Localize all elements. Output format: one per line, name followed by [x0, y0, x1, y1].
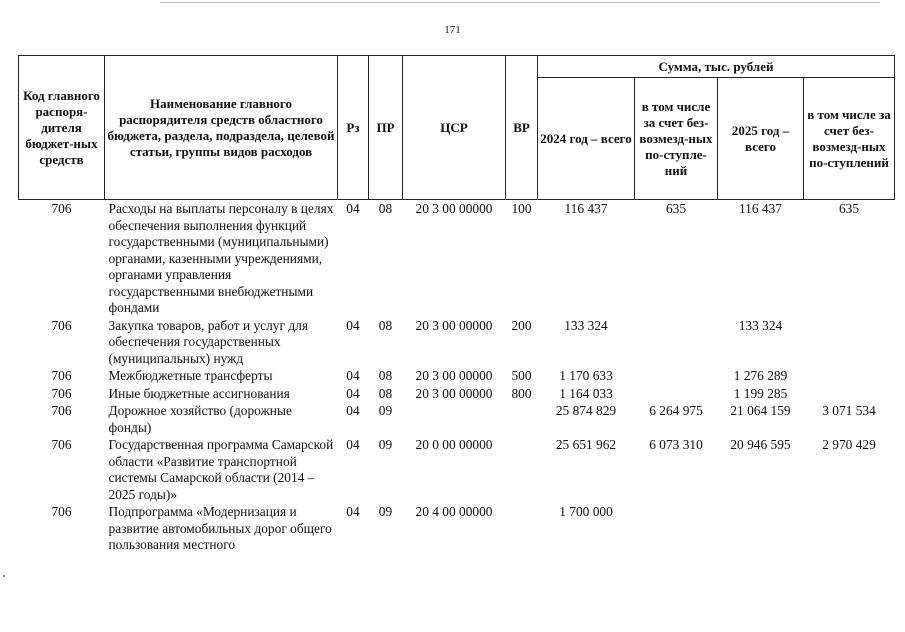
cell-csr: 20 3 00 00000: [415, 201, 493, 216]
cell-pr: 08: [378, 201, 393, 216]
cell-pr: 08: [378, 317, 393, 333]
header-name: Наименование главного распорядителя средств областного бюджета, раздела, подраздела, целевой статьи, группы видов расходов: [105, 56, 338, 200]
cell-name: Иные бюджетные ассигнования: [108, 385, 290, 401]
budget-table: [18, 55, 895, 555]
header-code: Код главного распоря-дителя бюджет-ных средств: [19, 56, 105, 200]
cell-vr: 500: [511, 368, 532, 383]
table-row: [19, 437, 895, 504]
cell-2024-free: [635, 318, 718, 369]
table-row: [19, 368, 895, 386]
cell-vr: 200: [511, 317, 532, 333]
cell-code: 706: [51, 385, 72, 401]
cell-name: Закупка товаров, работ и услуг для обеспечения государственных (муниципальных) нужд: [108, 317, 308, 366]
cell-vr: [506, 437, 538, 504]
cell-rz: 04: [346, 368, 360, 383]
cell-2025-free: [804, 368, 895, 386]
cell-name: Государственная программа Самарской области «Развитие транспортной системы Самарской области (2014 – 2025 годы)»: [108, 437, 334, 502]
page-number: 171: [444, 24, 461, 36]
cell-rz: 04: [346, 201, 360, 216]
cell-2024-total: 1 170 633: [559, 368, 613, 383]
cell-2024-free: 635: [665, 201, 687, 216]
header-csr: ЦСР: [403, 56, 506, 200]
header-sum-group: Сумма, тыс. рублей: [538, 56, 895, 78]
cell-pr: 08: [378, 385, 393, 401]
header-pr: ПР: [369, 56, 403, 200]
cell-code: 706: [51, 437, 72, 452]
scan-artifact-dot: [3, 575, 5, 577]
table-header: [19, 56, 895, 200]
cell-2025-total: 116 437: [738, 201, 783, 216]
cell-2025-free: 2 970 429: [822, 437, 876, 452]
cell-rz: 04: [346, 504, 360, 519]
cell-2025-free: [804, 504, 895, 555]
cell-2025-free: 3 071 534: [822, 403, 876, 418]
cell-2024-total: 1 164 033: [559, 385, 613, 401]
cell-vr: [506, 504, 538, 555]
cell-2024-total: 25 874 829: [555, 403, 617, 418]
cell-2025-total: 1 199 285: [733, 385, 788, 401]
cell-csr: 20 0 00 00000: [415, 437, 493, 452]
cell-pr: 09: [378, 504, 393, 519]
header-rz: Рз: [338, 56, 369, 200]
cell-code: 706: [51, 368, 72, 383]
table-row: [19, 504, 895, 555]
cell-csr: 20 3 00 00000: [415, 385, 493, 401]
table-row: [19, 403, 895, 437]
table-row: [19, 200, 895, 318]
cell-2025-free: [804, 386, 895, 404]
cell-2025-total: 133 324: [738, 317, 783, 333]
header-vr: ВР: [506, 56, 538, 200]
cell-2025-total: [718, 504, 804, 555]
cell-2025-free: 635: [838, 201, 860, 216]
cell-2025-total: 21 064 159: [730, 403, 791, 418]
cell-code: 706: [51, 403, 72, 418]
cell-name: Межбюджетные трансферты: [108, 368, 273, 383]
header-2025-free: в том числе за счет без-возмезд-ных по-ступлений: [804, 78, 895, 200]
cell-code: 706: [51, 317, 72, 333]
cell-2024-total: 133 324: [564, 317, 608, 333]
budget-table-wrapper: [18, 55, 894, 555]
cell-rz: 04: [346, 317, 360, 333]
cell-name: Подпрограмма «Модернизация и развитие автомобильных дорог общего пользования местного: [108, 504, 332, 552]
cell-name: Расходы на выплаты персоналу в целях обеспечения выполнения функций государственными (муниципальными) органами, казенными учреждениями, органами управления государственными внебюджетными фондами: [108, 201, 334, 315]
cell-2024-free: [635, 368, 718, 386]
cell-rz: 04: [346, 437, 360, 452]
table-row: [19, 318, 895, 369]
header-2025-total: 2025 год – всего: [718, 78, 804, 200]
cell-csr: 20 3 00 00000: [415, 368, 493, 383]
cell-csr: 20 4 00 00000: [415, 504, 493, 519]
cell-pr: 08: [378, 368, 393, 383]
cell-name: Дорожное хозяйство (дорожные фонды): [108, 403, 292, 435]
cell-csr: [403, 403, 506, 437]
table-body: [19, 200, 895, 555]
cell-csr: 20 3 00 00000: [415, 317, 493, 333]
cell-2024-total: 116 437: [564, 201, 608, 216]
header-2024-free: в том числе за счет без-возмезд-ных по-ступле-ний: [635, 78, 718, 200]
cell-2024-free: [635, 504, 718, 555]
cell-2024-free: [635, 386, 718, 404]
cell-2025-total: 1 276 289: [733, 368, 788, 383]
cell-code: 706: [51, 201, 72, 216]
cell-pr: 09: [378, 403, 393, 418]
cell-rz: 04: [346, 385, 360, 401]
cell-2024-total: 25 651 962: [555, 437, 617, 452]
cell-2025-free: [804, 318, 895, 369]
cell-rz: 04: [346, 403, 360, 418]
cell-2024-free: 6 073 310: [649, 437, 703, 452]
cell-2024-free: 6 264 975: [649, 403, 703, 418]
scan-artifact-line: [160, 2, 880, 3]
cell-code: 706: [51, 504, 72, 519]
header-2024-total: 2024 год – всего: [538, 78, 635, 200]
cell-vr: [506, 403, 538, 437]
cell-2025-total: 20 946 595: [730, 437, 791, 452]
cell-vr: 100: [511, 201, 532, 216]
cell-2024-total: 1 700 000: [559, 504, 613, 519]
cell-vr: 800: [511, 385, 532, 401]
cell-pr: 09: [378, 437, 393, 452]
table-row: [19, 386, 895, 404]
